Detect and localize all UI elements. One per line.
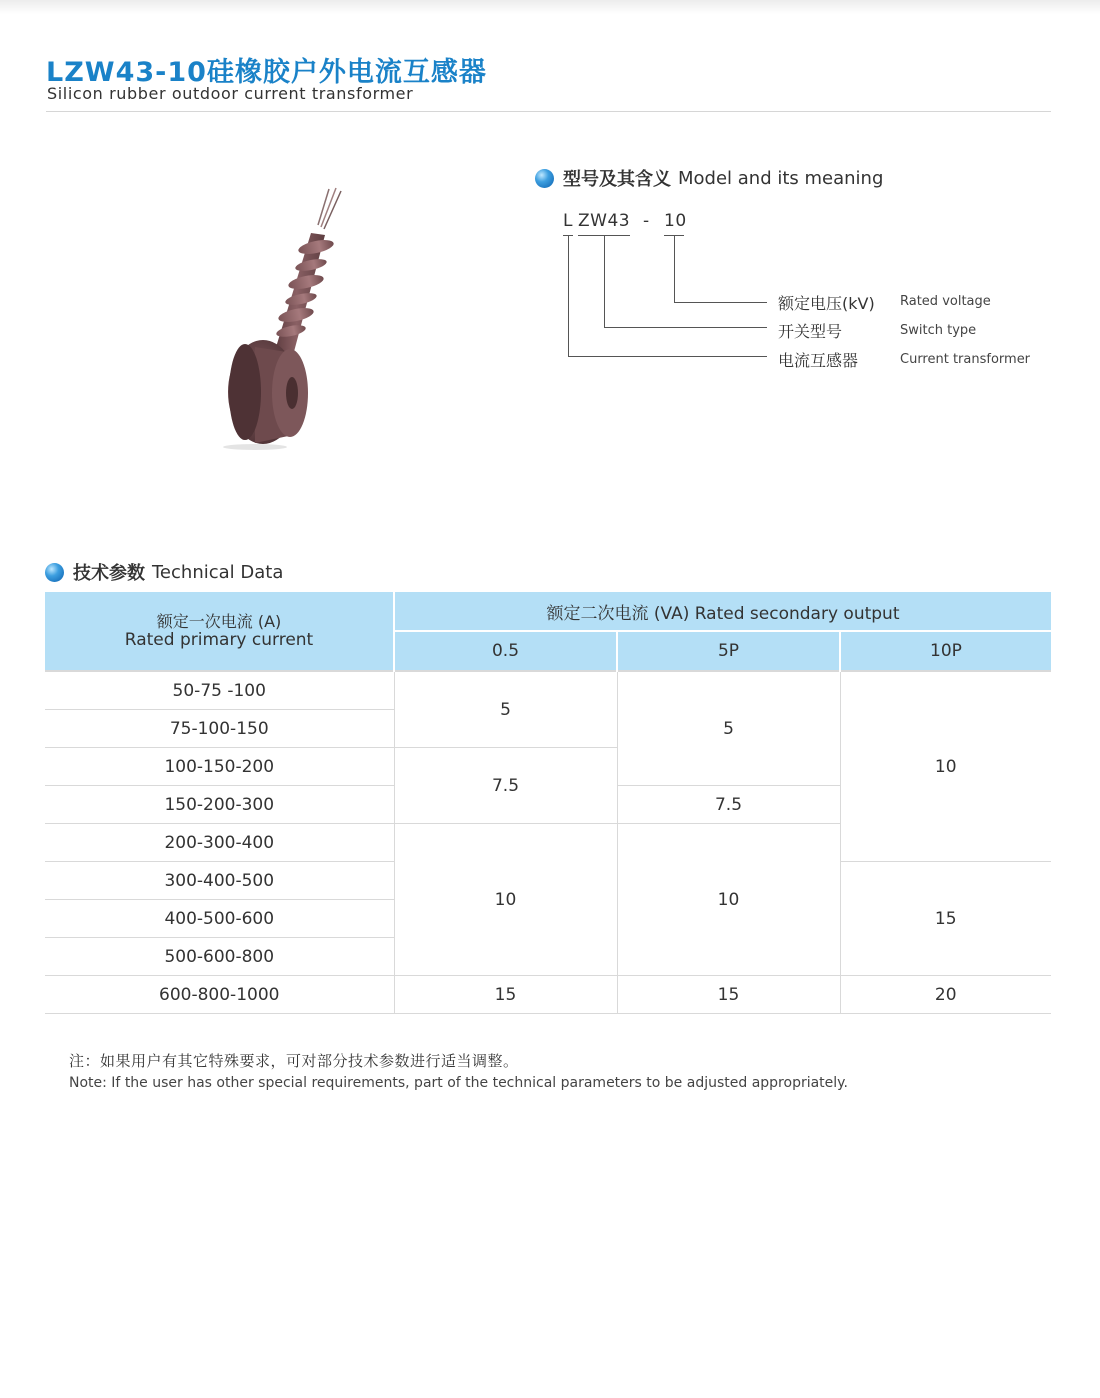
connector-switch-horizontal <box>604 327 767 328</box>
technical-data-table <box>45 592 1051 1014</box>
primary-current-cell: 50-75 -100 <box>45 671 394 710</box>
tech-section-heading <box>45 559 283 585</box>
value-cell-0-5: 15 <box>394 976 617 1014</box>
header-class-0-5: 0.5 <box>394 631 617 671</box>
value-cell-0-5: 5 <box>394 671 617 748</box>
connector-voltage-horizontal <box>674 302 767 303</box>
legend-rated-voltage-en: Rated voltage <box>900 294 991 309</box>
model-section-heading <box>535 165 883 191</box>
bullet-icon <box>45 563 64 582</box>
header-rated-secondary-output: 额定二次电流 (VA) Rated secondary output <box>394 592 1051 631</box>
header-class-10p: 10P <box>840 631 1051 671</box>
primary-current-cell: 400-500-600 <box>45 900 394 938</box>
value-cell-0-5: 10 <box>394 824 617 976</box>
legend-current-transformer-cn: 电流互感器 <box>778 351 859 370</box>
model-heading-cn: 型号及其含义 <box>563 169 671 190</box>
value-cell-5p: 10 <box>617 824 840 976</box>
code-dash: - <box>643 211 650 231</box>
value-cell-10p: 20 <box>840 976 1051 1014</box>
page-title: LZW43-10硅橡胶户外电流互感器 <box>46 57 487 88</box>
table-row <box>45 671 1051 710</box>
code-voltage: 10 <box>664 211 687 231</box>
value-cell-5p: 5 <box>617 671 840 786</box>
model-code-diagram <box>555 205 1055 385</box>
header-rated-primary-current <box>45 592 394 671</box>
primary-current-cell: 500-600-800 <box>45 938 394 976</box>
product-photo <box>215 185 355 450</box>
connector-ct-vertical <box>568 236 569 357</box>
bullet-icon <box>535 169 554 188</box>
code-letter-l: L <box>563 211 573 231</box>
primary-current-cell: 600-800-1000 <box>45 976 394 1014</box>
value-cell-10p: 15 <box>840 862 1051 976</box>
primary-current-cell: 100-150-200 <box>45 748 394 786</box>
connector-voltage-vertical <box>674 236 675 303</box>
primary-current-cell: 75-100-150 <box>45 710 394 748</box>
value-cell-5p: 7.5 <box>617 786 840 824</box>
tech-heading-cn: 技术参数 <box>73 563 145 584</box>
header-primary-en: Rated primary current <box>124 630 314 650</box>
header-primary-cn: 额定一次电流 (A) <box>156 612 282 631</box>
page-subtitle: Silicon rubber outdoor current transformer <box>47 84 414 103</box>
primary-current-cell: 300-400-500 <box>45 862 394 900</box>
connector-switch-vertical <box>604 236 605 328</box>
code-zw43: ZW43 <box>578 211 631 231</box>
primary-current-cell: 150-200-300 <box>45 786 394 824</box>
legend-switch-type-en: Switch type <box>900 323 977 338</box>
top-shade <box>0 0 1100 14</box>
note-en: Note: If the user has other special requirements, part of the technical parameters to be adjusted appropriately. <box>69 1075 848 1091</box>
table-row <box>45 976 1051 1014</box>
legend-current-transformer-en: Current transformer <box>900 352 1031 367</box>
value-cell-5p: 15 <box>617 976 840 1014</box>
header-divider <box>46 111 1051 112</box>
primary-current-cell: 200-300-400 <box>45 824 394 862</box>
value-cell-10p: 10 <box>840 671 1051 862</box>
legend-rated-voltage-cn: 额定电压(kV) <box>778 294 875 313</box>
header-class-5p: 5P <box>617 631 840 671</box>
tech-heading-en: Technical Data <box>152 561 284 583</box>
value-cell-0-5: 7.5 <box>394 748 617 824</box>
connector-ct-horizontal <box>568 356 767 357</box>
legend-switch-type-cn: 开关型号 <box>778 322 843 341</box>
model-heading-en: Model and its meaning <box>678 167 884 189</box>
note-cn: 注：如果用户有其它特殊要求，可对部分技术参数进行适当调整。 <box>69 1052 519 1070</box>
